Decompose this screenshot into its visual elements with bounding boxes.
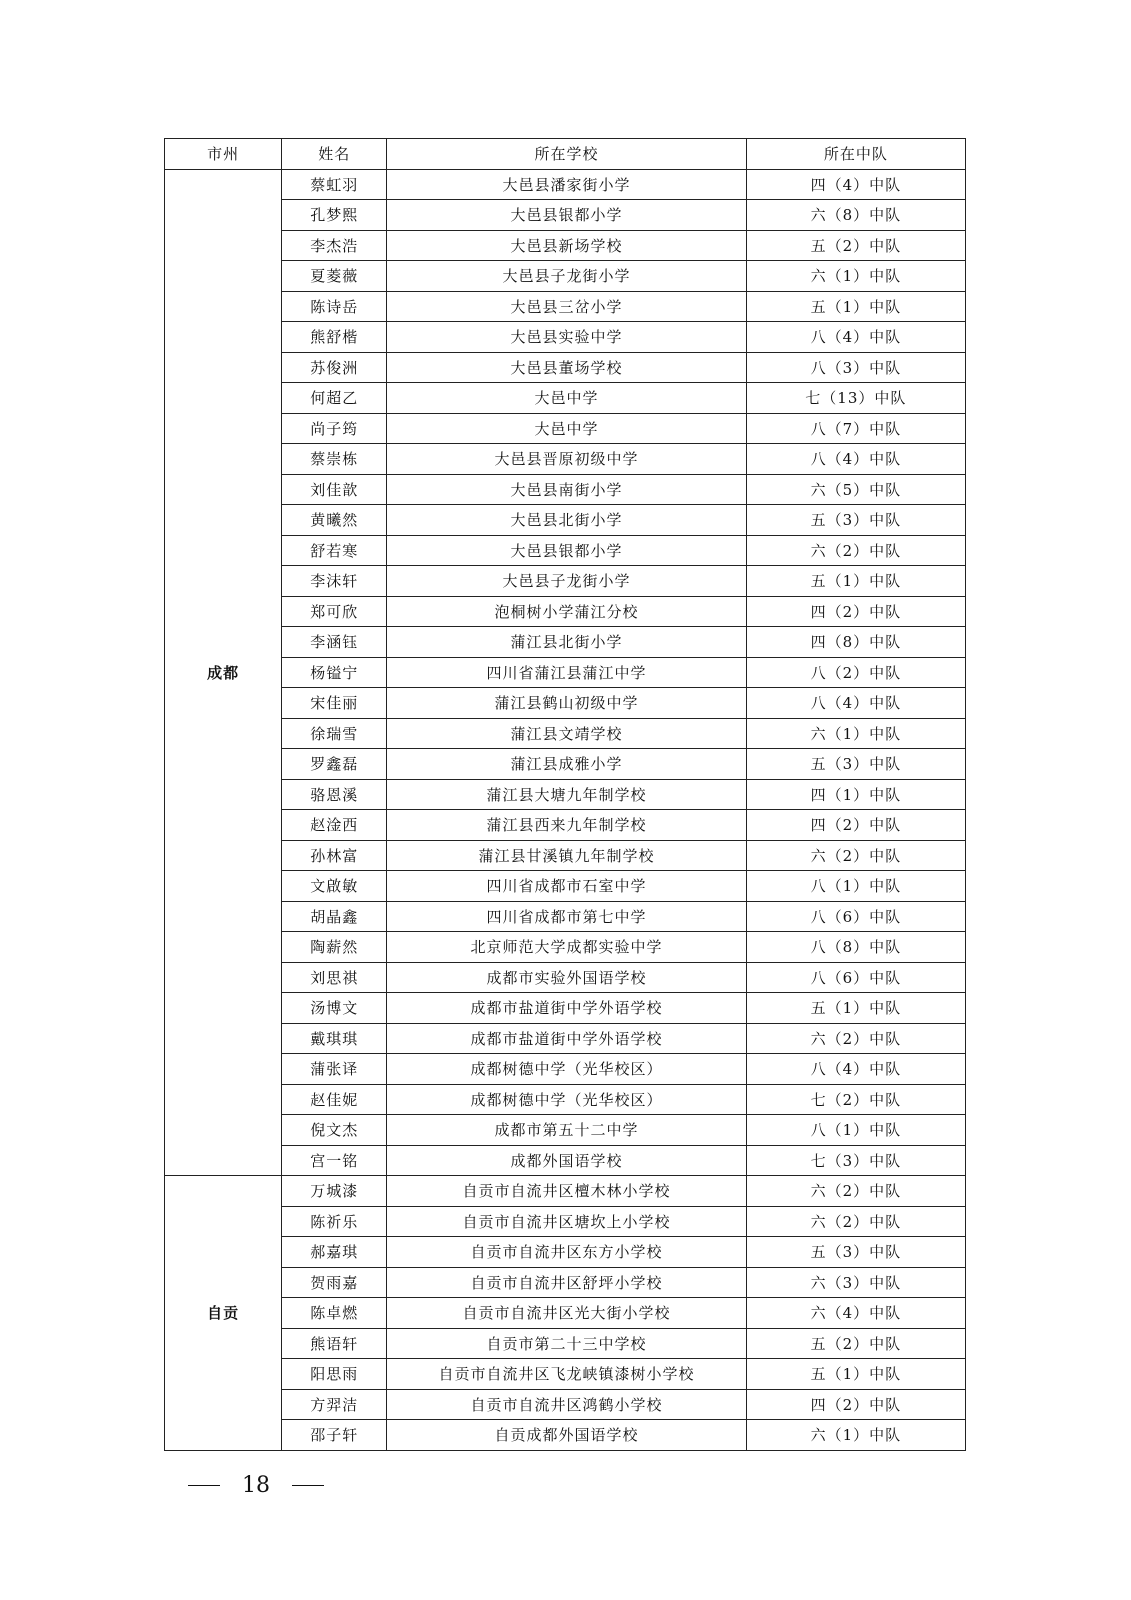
name-cell: 赵淦西	[282, 810, 387, 841]
squad-cell: 四（1）中队	[746, 779, 965, 810]
school-cell: 泡桐树小学蒲江分校	[387, 596, 746, 627]
name-cell: 罗鑫磊	[282, 749, 387, 780]
squad-cell: 五（2）中队	[746, 1328, 965, 1359]
table-row	[165, 566, 966, 597]
name-cell: 尚子筠	[282, 413, 387, 444]
squad-cell: 四（2）中队	[746, 810, 965, 841]
name-cell: 戴琪琪	[282, 1023, 387, 1054]
table-header	[165, 139, 966, 170]
table-row	[165, 1176, 966, 1207]
squad-cell: 八（4）中队	[746, 322, 965, 353]
name-cell: 熊语轩	[282, 1328, 387, 1359]
school-cell: 大邑县南街小学	[387, 474, 746, 505]
page-footer	[188, 1473, 324, 1498]
school-cell: 大邑县潘家街小学	[387, 169, 746, 200]
name-cell: 蒲张译	[282, 1054, 387, 1085]
table-row	[165, 1054, 966, 1085]
name-cell: 贺雨嘉	[282, 1267, 387, 1298]
name-cell: 陈诗岳	[282, 291, 387, 322]
table-row	[165, 1267, 966, 1298]
table-row	[165, 718, 966, 749]
header-squad: 所在中队	[746, 139, 965, 170]
table-row	[165, 1298, 966, 1329]
table-body	[165, 169, 966, 1450]
table-row	[165, 840, 966, 871]
squad-cell: 四（2）中队	[746, 596, 965, 627]
school-cell: 蒲江县文靖学校	[387, 718, 746, 749]
city-cell: 自贡	[165, 1176, 282, 1451]
name-cell: 李涵钰	[282, 627, 387, 658]
squad-cell: 五（1）中队	[746, 1359, 965, 1390]
squad-cell: 五（3）中队	[746, 1237, 965, 1268]
name-cell: 孙林富	[282, 840, 387, 871]
squad-cell: 七（3）中队	[746, 1145, 965, 1176]
squad-cell: 五（1）中队	[746, 566, 965, 597]
table-row	[165, 749, 966, 780]
squad-cell: 八（4）中队	[746, 1054, 965, 1085]
squad-cell: 五（3）中队	[746, 505, 965, 536]
school-cell: 成都外国语学校	[387, 1145, 746, 1176]
table-row	[165, 901, 966, 932]
name-cell: 胡晶鑫	[282, 901, 387, 932]
name-cell: 孔梦熙	[282, 200, 387, 231]
name-cell: 宫一铭	[282, 1145, 387, 1176]
squad-cell: 四（2）中队	[746, 1389, 965, 1420]
name-cell: 李杰浩	[282, 230, 387, 261]
school-cell: 自贡市自流井区鸿鹤小学校	[387, 1389, 746, 1420]
school-cell: 大邑县银都小学	[387, 200, 746, 231]
name-cell: 蔡崇栋	[282, 444, 387, 475]
squad-cell: 六（4）中队	[746, 1298, 965, 1329]
name-cell: 万城漆	[282, 1176, 387, 1207]
squad-cell: 八（4）中队	[746, 688, 965, 719]
school-cell: 蒲江县甘溪镇九年制学校	[387, 840, 746, 871]
header-city: 市州	[165, 139, 282, 170]
name-cell: 李沫轩	[282, 566, 387, 597]
school-cell: 大邑县董场学校	[387, 352, 746, 383]
footer-dash-left	[188, 1485, 220, 1486]
roster-table	[164, 138, 966, 1451]
squad-cell: 四（4）中队	[746, 169, 965, 200]
squad-cell: 八（8）中队	[746, 932, 965, 963]
squad-cell: 五（3）中队	[746, 749, 965, 780]
name-cell: 郑可欣	[282, 596, 387, 627]
header-name: 姓名	[282, 139, 387, 170]
table-row	[165, 230, 966, 261]
name-cell: 汤博文	[282, 993, 387, 1024]
squad-cell: 八（2）中队	[746, 657, 965, 688]
table-row	[165, 1145, 966, 1176]
table-row	[165, 810, 966, 841]
school-cell: 蒲江县北街小学	[387, 627, 746, 658]
squad-cell: 八（4）中队	[746, 444, 965, 475]
squad-cell: 八（1）中队	[746, 871, 965, 902]
squad-cell: 八（6）中队	[746, 962, 965, 993]
squad-cell: 六（1）中队	[746, 718, 965, 749]
name-cell: 骆恩溪	[282, 779, 387, 810]
header-row	[165, 139, 966, 170]
squad-cell: 六（1）中队	[746, 261, 965, 292]
school-cell: 自贡市自流井区光大街小学校	[387, 1298, 746, 1329]
name-cell: 蔡虹羽	[282, 169, 387, 200]
squad-cell: 八（1）中队	[746, 1115, 965, 1146]
school-cell: 四川省蒲江县蒲江中学	[387, 657, 746, 688]
school-cell: 自贡市自流井区塘坎上小学校	[387, 1206, 746, 1237]
table-row	[165, 627, 966, 658]
name-cell: 舒若寒	[282, 535, 387, 566]
name-cell: 何超乙	[282, 383, 387, 414]
table-row	[165, 169, 966, 200]
page-number: 18	[242, 1473, 270, 1498]
squad-cell: 六（2）中队	[746, 840, 965, 871]
squad-cell: 四（8）中队	[746, 627, 965, 658]
school-cell: 大邑县实验中学	[387, 322, 746, 353]
name-cell: 宋佳丽	[282, 688, 387, 719]
table-row	[165, 1023, 966, 1054]
school-cell: 自贡市自流井区舒坪小学校	[387, 1267, 746, 1298]
squad-cell: 六（2）中队	[746, 535, 965, 566]
squad-cell: 六（8）中队	[746, 200, 965, 231]
name-cell: 刘佳歆	[282, 474, 387, 505]
school-cell: 大邑县晋原初级中学	[387, 444, 746, 475]
table-row	[165, 505, 966, 536]
name-cell: 倪文杰	[282, 1115, 387, 1146]
school-cell: 北京师范大学成都实验中学	[387, 932, 746, 963]
header-school: 所在学校	[387, 139, 746, 170]
squad-cell: 八（6）中队	[746, 901, 965, 932]
table-row	[165, 261, 966, 292]
table-row	[165, 932, 966, 963]
name-cell: 方羿洁	[282, 1389, 387, 1420]
school-cell: 成都树德中学（光华校区）	[387, 1084, 746, 1115]
squad-cell: 六（5）中队	[746, 474, 965, 505]
school-cell: 大邑中学	[387, 413, 746, 444]
table-row	[165, 535, 966, 566]
squad-cell: 八（7）中队	[746, 413, 965, 444]
school-cell: 自贡成都外国语学校	[387, 1420, 746, 1451]
name-cell: 刘思祺	[282, 962, 387, 993]
table-row	[165, 1359, 966, 1390]
name-cell: 陶薪然	[282, 932, 387, 963]
table-row	[165, 962, 966, 993]
squad-cell: 七（2）中队	[746, 1084, 965, 1115]
name-cell: 文啟敏	[282, 871, 387, 902]
squad-cell: 七（13）中队	[746, 383, 965, 414]
name-cell: 黄曦然	[282, 505, 387, 536]
table-row	[165, 596, 966, 627]
school-cell: 大邑县三岔小学	[387, 291, 746, 322]
school-cell: 成都市盐道街中学外语学校	[387, 1023, 746, 1054]
school-cell: 大邑县银都小学	[387, 535, 746, 566]
school-cell: 大邑县子龙街小学	[387, 566, 746, 597]
squad-cell: 五（2）中队	[746, 230, 965, 261]
table-row	[165, 322, 966, 353]
table-row	[165, 413, 966, 444]
school-cell: 蒲江县成雅小学	[387, 749, 746, 780]
school-cell: 四川省成都市第七中学	[387, 901, 746, 932]
table-row	[165, 383, 966, 414]
table-row	[165, 871, 966, 902]
school-cell: 蒲江县鹤山初级中学	[387, 688, 746, 719]
name-cell: 徐瑞雪	[282, 718, 387, 749]
table-row	[165, 1115, 966, 1146]
school-cell: 成都树德中学（光华校区）	[387, 1054, 746, 1085]
table-row	[165, 1389, 966, 1420]
table-row	[165, 200, 966, 231]
table-row	[165, 1084, 966, 1115]
school-cell: 自贡市第二十三中学校	[387, 1328, 746, 1359]
table-row	[165, 291, 966, 322]
school-cell: 蒲江县大塘九年制学校	[387, 779, 746, 810]
school-cell: 自贡市自流井区飞龙峡镇漆树小学校	[387, 1359, 746, 1390]
school-cell: 四川省成都市石室中学	[387, 871, 746, 902]
name-cell: 夏菱薇	[282, 261, 387, 292]
name-cell: 熊舒楷	[282, 322, 387, 353]
table-row	[165, 1237, 966, 1268]
name-cell: 杨镒宁	[282, 657, 387, 688]
squad-cell: 五（1）中队	[746, 291, 965, 322]
school-cell: 大邑县子龙街小学	[387, 261, 746, 292]
name-cell: 陈卓燃	[282, 1298, 387, 1329]
table-row	[165, 352, 966, 383]
name-cell: 赵佳妮	[282, 1084, 387, 1115]
school-cell: 大邑县新场学校	[387, 230, 746, 261]
school-cell: 自贡市自流井区檀木林小学校	[387, 1176, 746, 1207]
squad-cell: 六（2）中队	[746, 1023, 965, 1054]
table-row	[165, 657, 966, 688]
table-row	[165, 1328, 966, 1359]
table-row	[165, 993, 966, 1024]
squad-cell: 五（1）中队	[746, 993, 965, 1024]
squad-cell: 六（3）中队	[746, 1267, 965, 1298]
school-cell: 成都市盐道街中学外语学校	[387, 993, 746, 1024]
name-cell: 阳思雨	[282, 1359, 387, 1390]
name-cell: 陈祈乐	[282, 1206, 387, 1237]
squad-cell: 六（1）中队	[746, 1420, 965, 1451]
table-row	[165, 474, 966, 505]
table-row	[165, 1420, 966, 1451]
school-cell: 成都市第五十二中学	[387, 1115, 746, 1146]
squad-cell: 八（3）中队	[746, 352, 965, 383]
school-cell: 自贡市自流井区东方小学校	[387, 1237, 746, 1268]
school-cell: 大邑中学	[387, 383, 746, 414]
table-row	[165, 444, 966, 475]
school-cell: 蒲江县西来九年制学校	[387, 810, 746, 841]
name-cell: 苏俊洲	[282, 352, 387, 383]
school-cell: 成都市实验外国语学校	[387, 962, 746, 993]
school-cell: 大邑县北街小学	[387, 505, 746, 536]
city-cell: 成都	[165, 169, 282, 1176]
table-row	[165, 688, 966, 719]
table-row	[165, 779, 966, 810]
name-cell: 郝嘉琪	[282, 1237, 387, 1268]
squad-cell: 六（2）中队	[746, 1206, 965, 1237]
table-row	[165, 1206, 966, 1237]
footer-dash-right	[292, 1485, 324, 1486]
name-cell: 邵子轩	[282, 1420, 387, 1451]
squad-cell: 六（2）中队	[746, 1176, 965, 1207]
